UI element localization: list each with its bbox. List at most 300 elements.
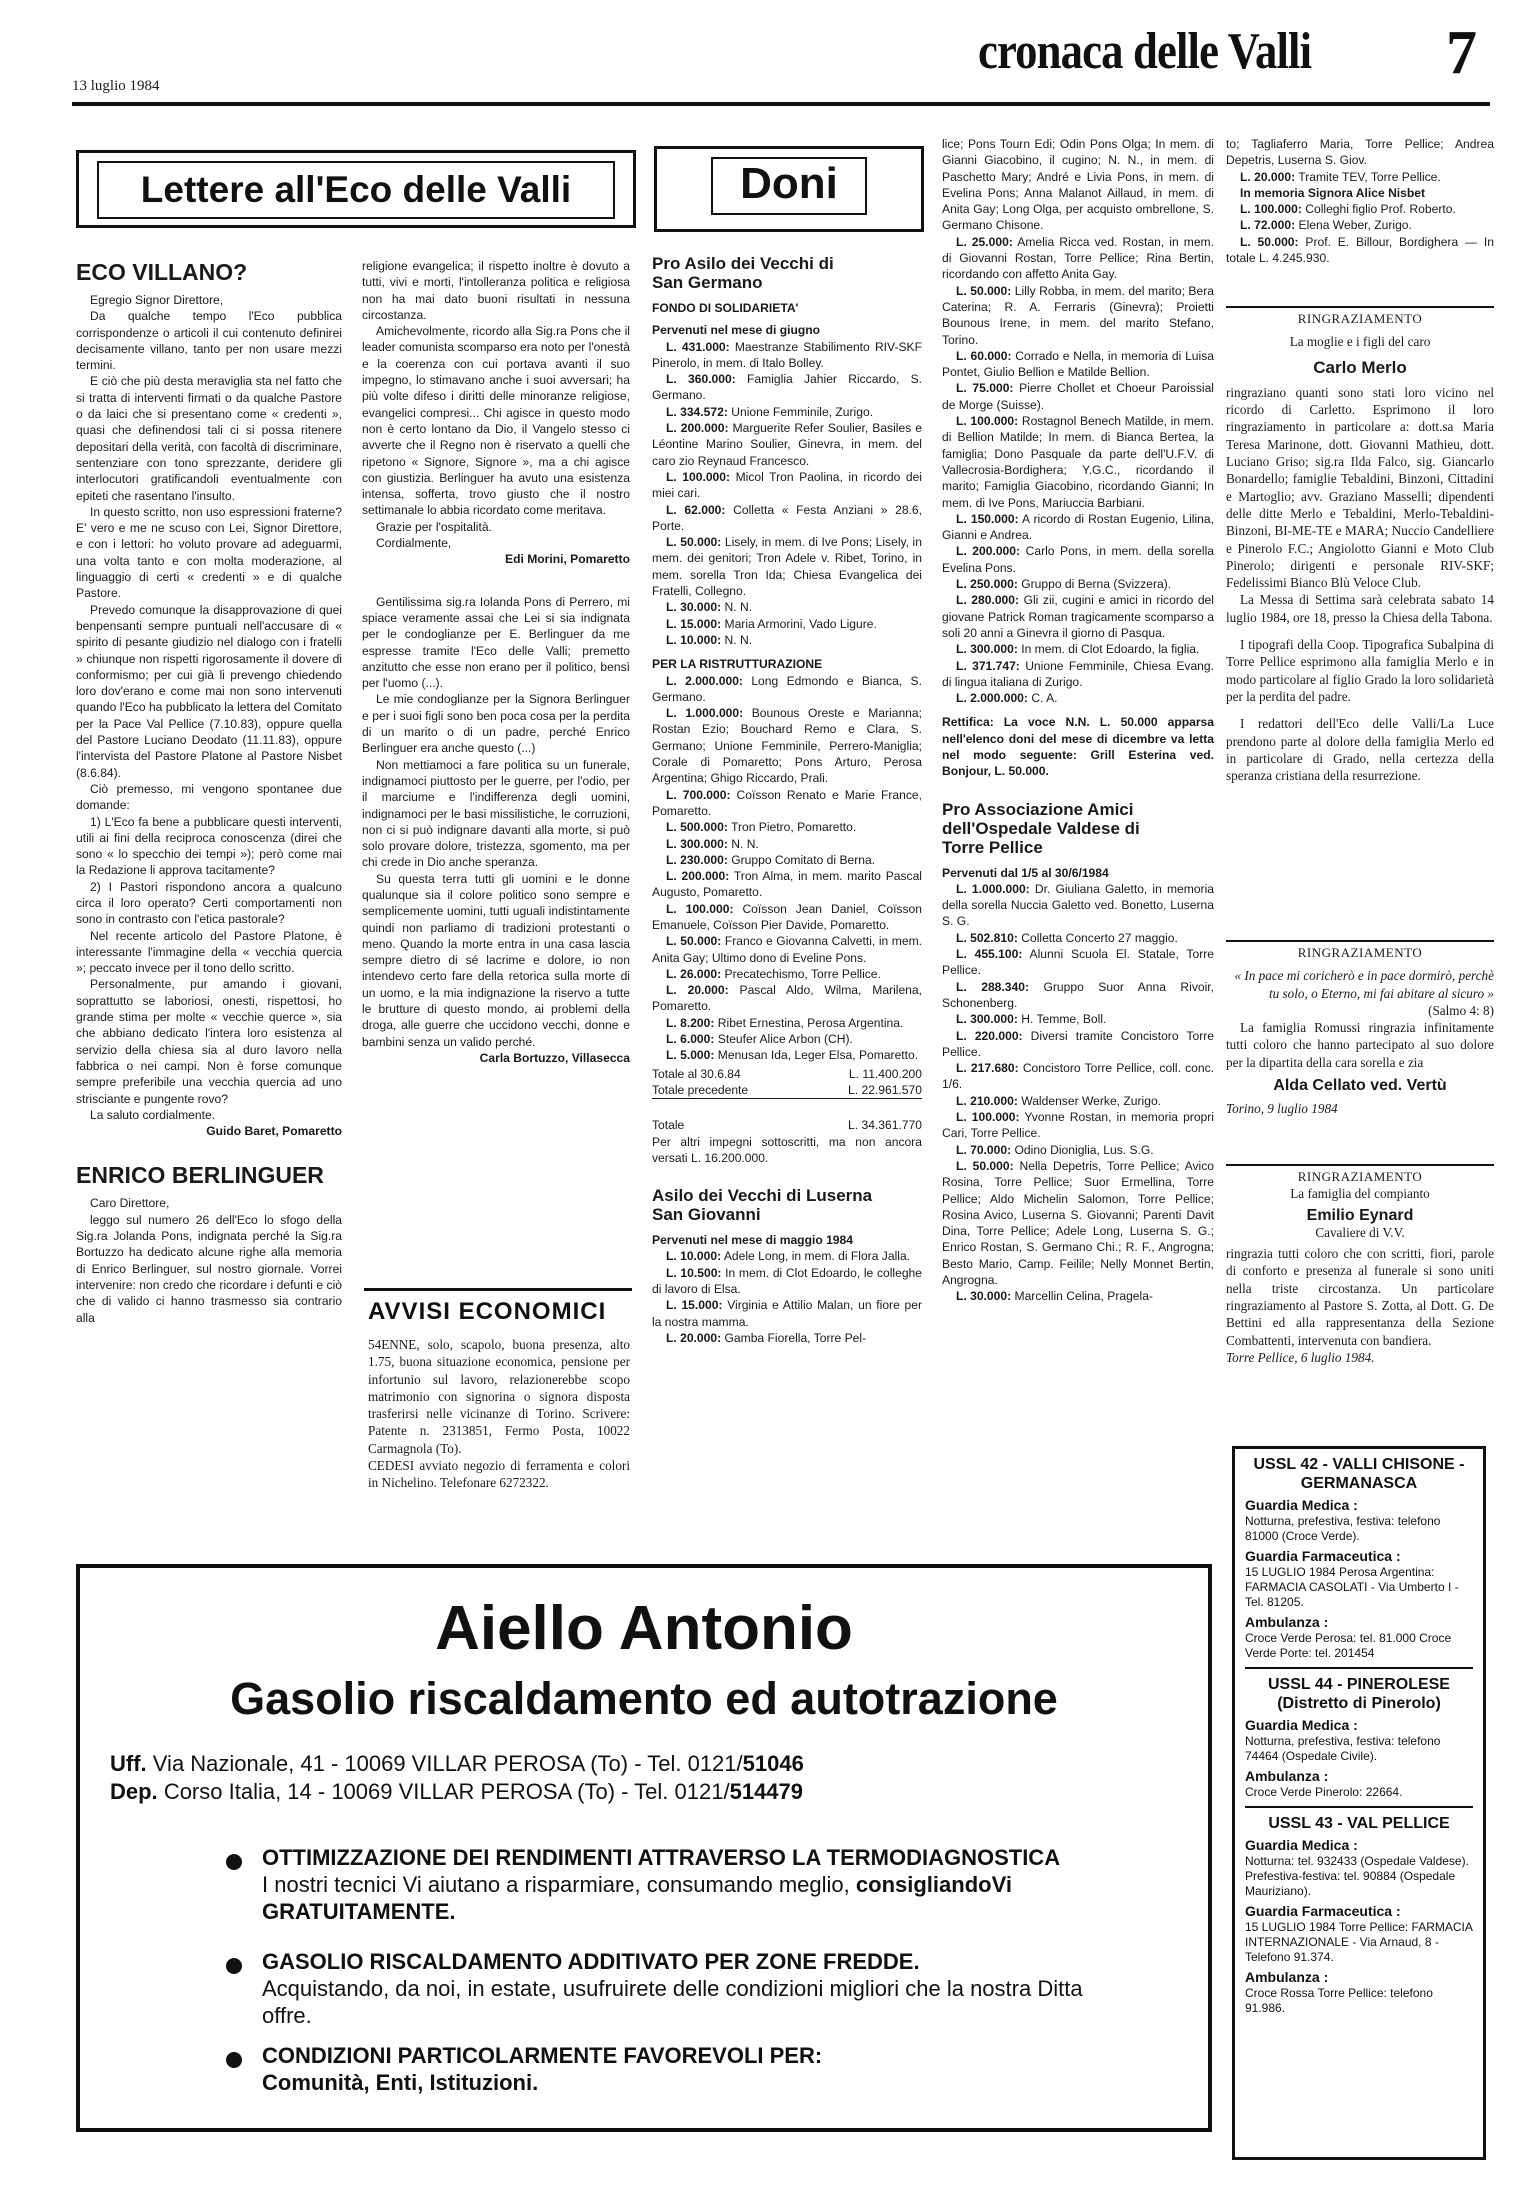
avvisi-top-rule: [364, 1288, 632, 1291]
ring3-place: Torre Pellice, 6 luglio 1984.: [1226, 1349, 1375, 1365]
donation-amount: L. 230.000:: [666, 852, 728, 867]
donation-donor: A ricordo di Rostan Eugenio, Lilina, Gianni e Andrea.: [942, 511, 1214, 543]
donation-donor: Colletta « Festa Anziani » 28.6, Porte.: [652, 502, 922, 533]
donation-amount: L. 10.000:: [666, 632, 722, 647]
donation-amount: L. 75.000:: [956, 381, 1014, 396]
donation-donor: Tron Alma, in mem. marito Pascal Augusto, Pomaretto.: [652, 869, 922, 900]
office-label: Uff.: [110, 1751, 147, 1776]
total-value: L. 34.361.770: [848, 1118, 922, 1133]
period-label: Pervenuti nel mese di giugno: [652, 323, 821, 338]
donation-entry: [652, 1248, 922, 1264]
donation-donor: Lisely, in mem. di Ive Pons; Lisely, in mem. dei genitori; Tron Adele v. Ribet, Torino, in mem. sorella Tron Ida; Chiesa Evangelica dei Fratelli, Collegno.: [652, 535, 922, 599]
donation-entry: [942, 511, 1214, 544]
donation-amount: L. 1.000.000:: [956, 881, 1030, 896]
donation-donor: Carlo Pons, in mem. della sorella Evelina Pons.: [942, 544, 1214, 575]
total-label: Totale al 30.6.84: [652, 1066, 741, 1081]
ussl-item-text: Croce Rossa Torre Pellice: telefono 91.986.: [1245, 1986, 1433, 2015]
donation-entry: [652, 868, 922, 901]
donation-amount: L. 371.747:: [956, 658, 1020, 673]
donation-amount: L. 15.000:: [666, 1298, 723, 1313]
asilo-luserna-heading: Asilo dei Vecchi di Luserna San Giovanni: [652, 1186, 873, 1225]
ad-bullet: [226, 1844, 1126, 1925]
total-label: Totale: [652, 1118, 685, 1133]
donation-entry: [652, 852, 922, 868]
ring3-intro: La famiglia del compianto: [1290, 1186, 1430, 1202]
eco-paragraph: E ciò che più desta meraviglia sta nel fatto che si tratta di interventi firmati o da qualche Pastore o da laici che si presentano come « credenti », quasi che definendosi tali ci si possa ritenere depositari della verità, con facoltà di discriminare, sentenziare con tono sprezzante, deridere gli interlocutori gratificandoli eventualmente con epiteti che rasentano l'insulto.: [76, 374, 342, 503]
donation-donor: Lilly Robba, in mem. del marito; Bera Caterina; R. A. Ferraris (Ginevra); Proietti Bounous Irene, in mem. del marito Stefano, Torino.: [942, 283, 1214, 347]
donation-entry: [652, 469, 922, 502]
donation-amount: L. 300.000:: [666, 836, 728, 851]
donation-amount: L. 280.000:: [956, 593, 1020, 608]
ring2-place: Torino, 9 luglio 1984: [1226, 1101, 1338, 1117]
donation-donor: Dr. Giuliana Galetto, in memoria della sorella Nuccia Galetto ved. Bonetto, Luserna S. G.: [942, 881, 1214, 929]
doni-continuation: [942, 136, 1214, 1550]
donation-entry: [942, 576, 1214, 592]
asilo-sg-heading: Pro Asilo dei Vecchi di San Germano: [652, 254, 834, 292]
ring2-title: RINGRAZIAMENTO: [1297, 945, 1423, 960]
donation-entry: [942, 658, 1214, 691]
ussl-item-text: Notturna, prefestiva, festiva: telefono 74464 (Ospedale Civile).: [1245, 1734, 1441, 1763]
donation-donor: Micol Tron Paolina, in ricordo dei miei cari.: [652, 469, 922, 501]
donation-donor: Ribet Ernestina, Perosa Argentina.: [717, 1015, 904, 1030]
donation-amount: L. 6.000:: [666, 1032, 715, 1047]
bullet-head: OTTIMIZZAZIONE DEI RENDIMENTI ATTRAVERSO LA TERMODIAGNOSTICA: [262, 1845, 1061, 1870]
donation-amount: L. 8.200:: [666, 1015, 715, 1030]
donation-amount: L. 220.000:: [956, 1028, 1023, 1043]
ringraziamento-merlo: [1226, 310, 1494, 950]
morini-paragraph: religione evangelica; il rispetto inoltre è dovuto a tutti, vivi e morti, l'intolleranza politica e religiosa non ha mai dato buoni risultati in nessuna circostanza.: [362, 259, 630, 322]
donation-donor: Yvonne Rostan, in memoria propri Cari, Torre Pellice.: [942, 1110, 1214, 1141]
donation-amount: L. 300.000:: [956, 642, 1018, 657]
donation-entry: [652, 502, 922, 535]
donation-amount: L. 150.000:: [956, 511, 1019, 526]
morini-paragraph: Grazie per l'ospitalità.: [376, 519, 492, 534]
donation-entry: [1226, 217, 1494, 233]
avvisi-item: CEDESI avviato negozio di ferramenta e colori in Nichelino. Telefonare 6272322.: [368, 1458, 630, 1491]
bortuzzo-signature: Carla Bortuzzo, Villasecca: [479, 1050, 630, 1065]
ussl-title: USSL 44 - PINEROLESE (Distretto di Pinerolo): [1268, 1676, 1450, 1712]
depot-label: Dep.: [110, 1779, 158, 1804]
ussl-item-head: Ambulanza :: [1245, 1614, 1329, 1630]
donation-entry: [652, 1047, 922, 1063]
ring1-intro: La moglie e i figli del caro: [1289, 334, 1431, 350]
donation-entry: [652, 1015, 922, 1031]
donation-donor: Famiglia Jahier Riccardo, S. Germano.: [652, 372, 922, 403]
eco-villano-article: [76, 258, 342, 1540]
doni-title: Doni: [711, 157, 867, 215]
eco-paragraph: Da qualche tempo l'Eco pubblica corrispondenze o articoli il cui contenuto definirei decisamente villano, tanto per non usare mezzi termini.: [76, 309, 342, 373]
issue-date: 13 luglio 1984: [72, 78, 160, 94]
donation-amount: L. 100.000:: [956, 1110, 1020, 1125]
ussl-title: USSL 43 - VAL PELLICE: [1268, 1815, 1450, 1832]
donation-amount: L. 288.340:: [956, 979, 1029, 994]
ad-bullet: [226, 2042, 1126, 2096]
donation-amount: L. 20.000:: [1240, 169, 1296, 184]
ussl-block: [1245, 1455, 1473, 1661]
donation-donor: Rostagnol Benech Matilde, in mem. di Bellion Matilde; In mem. di Bianca Bertea, la famiglia; Dono Pasquale da parte dell'U.F.V. di Vallecrosia-Bordighera; Y.G.C., ricordando il marito; Famiglia Giacobino, ricordando Gianni; In mem. di Ive Pons, Mariuccia Barbiani.: [942, 414, 1214, 510]
donation-entry: [942, 1060, 1214, 1093]
donation-amount: L. 700.000:: [666, 787, 731, 802]
donation-donor: Maria Armorini, Vado Ligure.: [724, 616, 877, 631]
donation-donor: Virginia e Attilio Malan, un fiore per la nostra mamma.: [652, 1298, 922, 1329]
donation-donor: Gruppo Suor Anna Rivoir, Schonenberg.: [942, 979, 1214, 1010]
donation-donor: Unione Femminile, Zurigo.: [731, 404, 874, 419]
donation-entry: [652, 599, 922, 615]
ussl-title: USSL 42 - VALLI CHISONE - GERMANASCA: [1253, 1456, 1465, 1492]
donation-amount: L. 26.000:: [666, 966, 722, 981]
eco-signature: Guido Baret, Pomaretto: [206, 1124, 342, 1139]
ussl-item-head: Guardia Medica :: [1245, 1497, 1358, 1513]
period-label: Pervenuti dal 1/5 al 30/6/1984: [942, 865, 1109, 880]
donation-amount: L. 334.572:: [666, 404, 728, 419]
donation-donor: Maestranze Stabilimento RIV-SKF Pinerolo, in mem. di Italo Bolley.: [652, 339, 922, 370]
ring3-title: RINGRAZIAMENTO: [1297, 1169, 1423, 1184]
donation-donor: Precatechismo, Torre Pellice.: [724, 966, 881, 981]
donation-entry: [942, 543, 1214, 576]
lettere-box: [76, 150, 636, 228]
donation-amount: L. 200.000:: [956, 544, 1021, 559]
ussl-block: [1245, 1814, 1473, 2016]
office-address: Via Nazionale, 41 - 10069 VILLAR PEROSA (To) - Tel. 0121/: [152, 1751, 743, 1776]
donation-donor: N. N.: [731, 836, 759, 851]
ussl-item-text: Croce Verde Pinerolo: 22664.: [1245, 1785, 1403, 1799]
enrico-heading: ENRICO BERLINGUER: [76, 1162, 324, 1189]
ussl-block: [1245, 1675, 1473, 1800]
ad-bullet: [226, 1948, 1126, 2029]
donation-entry: [942, 881, 1214, 930]
donation-donor: Coïsson Renato e Marie France, Pomaretto.: [652, 787, 922, 818]
donation-amount: L. 30.000:: [956, 1289, 1012, 1304]
donation-entry: [1226, 234, 1494, 267]
fondo-label: FONDO DI SOLIDARIETA': [652, 301, 799, 315]
aiello-advertisement: [76, 1564, 1212, 2132]
donation-donor: Marcellin Celina, Pragela-: [1014, 1289, 1153, 1304]
donation-donor: Odino Dioniglia, Lus. S.G.: [1014, 1142, 1154, 1157]
donation-donor: Pierre Chollet et Choeur Paroissial de Morge (Suisse).: [942, 381, 1214, 412]
section-title: cronaca delle Valli: [978, 23, 1312, 80]
donation-entry: [652, 787, 922, 820]
totals-table: [652, 1066, 922, 1134]
eco-paragraph: 1) L'Eco fa bene a pubblicare questi interventi, utili ai fini della reciproca conoscenza (direi che sono « lo specchio dei tempi »); però come mai la Redazione li approva tacitamente?: [76, 814, 342, 878]
donation-entry: [942, 641, 1214, 657]
donation-donor: Pascal Aldo, Wilma, Marilena, Pomaretto.: [652, 983, 922, 1014]
ring2-rule: [1226, 940, 1494, 942]
donation-entry: [652, 705, 922, 786]
ring2-text: La famiglia Romussi ringrazia infinitamente tutti coloro che hanno partecipato al suo dolore per la dipartita della cara sorella e zia: [1226, 1020, 1494, 1070]
masthead-rule: [72, 102, 1490, 106]
total-value: L. 11.400.200: [848, 1066, 922, 1081]
donation-amount: L. 10.000:: [666, 1249, 722, 1264]
ussl-item-head: Ambulanza :: [1245, 1969, 1329, 1985]
donation-amount: L. 30.000:: [666, 600, 722, 615]
donation-entry: [942, 946, 1214, 979]
bullet-body: Acquistando, da noi, in estate, usufruirete delle condizioni migliori che la nostra Ditta offre.: [262, 1976, 1083, 2028]
donation-donor: Coïsson Jean Daniel, Coïsson Emanuele, Coïsson Pier Davide, Pomaretto.: [652, 901, 922, 932]
right-lead: to; Tagliaferro Maria, Torre Pellice; Andrea Depetris, Luserna S. Giov.: [1226, 137, 1494, 168]
donation-entry: [942, 592, 1214, 641]
avvisi-list: [368, 1336, 630, 1546]
donation-donor: Marguerite Refer Soulier, Basiles e Léontine Marino Soulier, Ginevra, in mem. del caro zio Reynaud Francesco.: [652, 421, 922, 468]
ring1-paragraph: I tipografi della Coop. Tipografica Subalpina di Torre Pellice esprimono alla famiglia Merlo e in modo particolare al figlio Grado la loro solidarietà per la perdita del padre.: [1226, 637, 1494, 704]
bullet-icon: [226, 2052, 242, 2068]
eco-paragraph: Personalmente, pur amando i giovani, soprattutto se laboriosi, onesti, rispettosi, ho grande stima per molte « vecchie querce », sia che abbiano dedicato l'intera loro esistenza al servizio della chiesa sia al duro lavoro nella fabbrica o nei campi. Non è forse comunque sempre preferibile una vecchia quercia ad uno strisciante e pungente rovo?: [76, 977, 342, 1106]
donation-entry: [942, 1288, 1214, 1304]
donation-entry: [652, 966, 922, 982]
ussl-item-head: Guardia Farmaceutica :: [1245, 1903, 1401, 1919]
eco-paragraph: La saluto cordialmente.: [90, 1107, 216, 1122]
donation-donor: In mem. di Clot Edoardo, la figlia.: [1021, 642, 1200, 657]
donation-amount: L. 1.000.000:: [666, 706, 744, 721]
donation-donor: Waldenser Werke, Zurigo.: [1021, 1093, 1162, 1108]
donation-entry: [652, 404, 922, 420]
donation-entry: [942, 413, 1214, 511]
donation-amount: L. 20.000:: [666, 983, 729, 998]
donation-donor: Gli zii, cugini e amici in ricordo del giovane Patrick Roman tragicamente scomparso a soli 20 anni a Ginevra il giorno di Pasqua.: [942, 593, 1214, 640]
ussl-item-head: Ambulanza :: [1245, 1768, 1329, 1784]
donation-entry: [942, 348, 1214, 381]
donation-list: [942, 234, 1214, 707]
donation-amount: L. 502.810:: [956, 930, 1018, 945]
period-label: Pervenuti nel mese di maggio 1984: [652, 1233, 853, 1248]
donation-amount: L. 217.680:: [956, 1061, 1019, 1076]
ussl-item-text: Croce Verde Perosa: tel. 81.000 Croce Verde Porte: tel. 201454: [1245, 1631, 1452, 1660]
donation-list: [1226, 169, 1494, 267]
ring3-name: Emilio Eynard: [1306, 1206, 1414, 1224]
donation-list: [652, 1248, 922, 1346]
ring2-name: Alda Cellato ved. Vertù: [1273, 1077, 1447, 1095]
donation-donor: Long Edmondo e Bianca, S. Germano.: [652, 673, 922, 704]
ringraziamento-cellato: [1226, 944, 1494, 1164]
donation-amount: L. 100.000:: [956, 414, 1019, 429]
donation-donor: Steufer Alice Arbon (CH).: [717, 1032, 853, 1047]
bullet-emphasis: consigliandoVi GRATUITAMENTE.: [262, 1872, 1012, 1924]
donation-amount: L. 100.000:: [666, 901, 734, 916]
enrico-salutation: Caro Direttore,: [90, 1196, 170, 1211]
donation-donor: Nella Depetris, Torre Pellice; Avico Rosina, Torre Pellice; Suor Ermellina, Torre Pellice; Aldo Michelin Salomon, Torre Pellice; Rosina Avico, Luserna S. Giovanni; Parenti Davit Dina, Torre Pellice; Adele Long, Luserna S. G.; Enrico Rostan, S. Germano Chi.; R. F., Angrogna; Besto Mario, Camp. Feilile; Nelly Monnet Bertin, Angrogna.: [942, 1158, 1214, 1287]
donation-donor: Tramite TEV, Torre Pellice.: [1298, 169, 1441, 184]
donation-amount: L. 210.000:: [956, 1093, 1018, 1108]
donation-entry: [942, 1142, 1214, 1158]
pending-note: Per altri impegni sottoscritti, ma non ancora versati L. 16.200.000.: [652, 1134, 922, 1165]
ussl-item-head: Guardia Medica :: [1245, 1717, 1358, 1733]
donation-donor: N. N.: [724, 600, 753, 615]
donation-amount: L. 200.000:: [666, 869, 730, 884]
eco-paragraph: 2) I Pastori rispondono ancora a qualcuno circa il loro operato? Certi comportamenti non sono in contrasto con l'etica pastorale?: [76, 879, 342, 927]
donation-amount: L. 60.000:: [956, 348, 1012, 363]
donation-entry: [1226, 169, 1494, 185]
morini-paragraph: Cordialmente,: [376, 536, 452, 551]
total-value: L. 22.961.570: [848, 1082, 922, 1097]
donation-amount: L. 2.000.000:: [666, 673, 743, 688]
morini-paragraph: Amichevolmente, ricordo alla Sig.ra Pons che il leader comunista scomparso era noto per l'onestà e la coerenza con cui portava avanti il suo impegno, lo stimavano anche i suoi avversari; ha più volte difeso i diritti delle minoranze religiose, evangelici compresi... Chi agisce in questo modo non è certo lontano da Dio, il Vangelo stesso ci avverte che il Regno non è riservato a quelli che ripetono « Signore, Signore », ma a chi agisce con giustizia. Berlinguer ha avuto una esistenza intensa, sofferta, trovo giusto che il nostro settimanale lo abbia ricordato come meritava.: [362, 324, 630, 518]
ad-company-name: Aiello Antonio: [435, 1594, 853, 1663]
donation-amount: L. 50.000:: [666, 535, 722, 550]
donation-list: [942, 881, 1214, 1305]
donation-amount: L. 360.000:: [666, 372, 736, 387]
donation-entry: [652, 632, 922, 648]
donation-entry: [652, 836, 922, 852]
eco-salutation: Egregio Signor Direttore,: [90, 293, 224, 307]
donation-donor: Prof. E. Billour, Bordighera — In totale L. 4.245.930.: [1226, 234, 1494, 266]
donation-donor: Gruppo Comitato di Berna.: [731, 852, 876, 867]
ristrutturazione-label: PER LA RISTRUTTURAZIONE: [652, 657, 823, 672]
ad-address-depot: [110, 1778, 1208, 1806]
donation-donor: Menusan Ida, Leger Elsa, Pomaretto.: [717, 1048, 919, 1063]
eco-villano-heading: ECO VILLANO?: [76, 259, 248, 285]
ring1-paragraph: ringraziano quanti sono stati loro vicino nel ricordo di Carletto. Esprimono il loro ringraziamento in particolare a: dott.sa Maria Teresa Marinone, dott. Giovanni Mathieu, dott. Luciano Griso; sig.ra Ilda Falco, sig. Giancarlo Bonardello; famiglie Tebaldini, Binzoni, Cittadini e Martoglio; avv. Graziano Masselli; dipendenti delle ditte Merlo e Tebaldini, Merlo-Tebaldini-Binzoni, BI-ME-TE e MARA; Nuccio Candelliere e Pinerolo F.C.; Angiolotto Gianni e Moto Club Pinerolo; dirigenti e personale RIV-SKF; Fedelissimi Bianco Blù Veloce Club.: [1226, 384, 1494, 591]
donation-amount: L. 431.000:: [666, 339, 730, 354]
bullet-head: GASOLIO RISCALDAMENTO ADDITIVATO PER ZONE FREDDE.: [262, 1949, 920, 1974]
donation-entry: [652, 673, 922, 706]
donation-entry: [942, 930, 1214, 946]
donation-donor: Colletta Concerto 27 maggio.: [1021, 930, 1178, 945]
donation-donor: Diversi tramite Concistoro Torre Pellice.: [942, 1028, 1214, 1059]
avvisi-title: AVVISI ECONOMICI: [368, 1298, 607, 1325]
eco-paragraph: Prevedo comunque la disapprovazione di quei benpensanti sempre puntuali nell'accusare di « spirito di pesante giudizio nel dialogo con i fratelli » chiunque non rispetti rigorosamente il dovere di conformismo; per cui già li prevengo chiedendo loro dov'erano e come mai non sono intervenuti quando l'Eco ha pubblicato la lettera del Comitato per la Pace Val Pellice (7.10.83), oppure quella del Pastore Luciano Deodato (11.11.83), oppure l'intervista del Pastore Platone al Pastore Nisbet (8.6.84).: [76, 602, 342, 780]
ring3-rule: [1226, 1164, 1494, 1166]
ring1-title: RINGRAZIAMENTO: [1297, 311, 1423, 326]
eco-paragraph: Ciò premesso, mi vengono spontanee due domande:: [76, 781, 342, 813]
donation-amount: L. 50.000:: [956, 283, 1012, 298]
ospedale-heading: Pro Associazione Amici dell'Ospedale Valdese di Torre Pellice: [942, 799, 1140, 857]
morini-signature: Edi Morini, Pomaretto: [505, 552, 630, 567]
ussl-item-head: Guardia Medica :: [1245, 1837, 1358, 1853]
avvisi-item: 54ENNE, solo, scapolo, buona presenza, alto 1.75, buona situazione economica, pensione per infortunio sul lavoro, relazionerebbe scopo matrimonio con signorina o signora disposta trasferirsi nelle vicinanze di Torino. Scrivere: Patente n. 2313851, Fermo Posta, 10022 Carmagnola (To).: [368, 1337, 630, 1456]
donation-amount: L. 300.000:: [956, 1012, 1018, 1027]
donation-amount: L. 70.000:: [956, 1142, 1012, 1157]
donation-donor: N. N.: [724, 632, 753, 647]
ussl-item-text: Notturna: tel. 932433 (Ospedale Valdese). Prefestiva-festiva: tel. 90884 (Ospedale Mauriziano).: [1245, 1854, 1469, 1898]
ring1-rule: [1226, 306, 1494, 308]
donation-amount: L. 200.000:: [666, 421, 729, 436]
donation-donor: Colleghi figlio Prof. Roberto.: [1305, 202, 1456, 217]
continuation-lead: lice; Pons Tourn Edi; Odin Pons Olga; In mem. di Gianni Giacobino, il cugino; N. N., in mem. di Paschetto Mary; André e Livia Pons, in mem. di Evelina Pons; Anna Malanot Aillaud, in mem. di Anita Gay; Long Olga, per acquisto ombrellone, S. Germano Chisone.: [942, 137, 1214, 233]
donation-donor: Elena Weber, Zurigo.: [1298, 218, 1412, 233]
donation-entry: [942, 1028, 1214, 1061]
donation-entry: [942, 1093, 1214, 1109]
lettere-title: Lettere all'Eco delle Valli: [97, 161, 615, 219]
ussl-item-head: Guardia Farmaceutica :: [1245, 1548, 1401, 1564]
depot-address: Corso Italia, 14 - 10069 VILLAR PEROSA (To) - Tel. 0121/: [163, 1779, 730, 1804]
bullet-icon: [226, 1854, 242, 1870]
donation-donor: Adele Long, in mem. di Flora Jalla.: [723, 1249, 911, 1264]
donation-amount: L. 15.000:: [666, 616, 722, 631]
donation-entry: [1226, 201, 1494, 217]
donation-amount: L. 2.000.000:: [956, 691, 1028, 706]
donation-donor: Corrado e Nella, in memoria di Luisa Pontet, Giulio Bellion e Matilde Bellion.: [942, 348, 1214, 380]
rettifica-note: Rettifica: La voce N.N. L. 50.000 apparsa nell'elenco doni del mese di dicembre va letta nel modo seguente: Grill Esterina ved. Bonjour, L. 50.000.: [942, 715, 1214, 779]
donation-amount: L. 100.000:: [666, 469, 731, 484]
donation-donor: Bounous Oreste e Marianna; Rostan Ezio; Bouchard Remo e Clara, S. Germano; Unione Femminile, Perrero-Maniglia; Corale di Pomaretto; Pons Arturo, Perosa Argentina; Ghigo Riccardo, Prali.: [652, 706, 922, 786]
donation-donor: Unione Femminile, Chiesa Evang. di lingua italiana di Zurigo.: [942, 658, 1214, 689]
donation-donor: In mem. di Clot Edoardo, le colleghe di lavoro di Elsa.: [652, 1265, 922, 1297]
donation-amount: In memoria Signora Alice Nisbet: [1240, 185, 1426, 200]
ringraziamento-eynard: [1226, 1168, 1494, 1380]
donation-entry: [652, 534, 922, 599]
donation-entry: [652, 1265, 922, 1298]
ussl-item-text: 15 LUGLIO 1984 Perosa Argentina: FARMACIA CASOLATI - Via Umberto I - Tel. 81205.: [1245, 1565, 1459, 1609]
ring2-quote-ref: (Salmo 4: 8): [1428, 1002, 1494, 1018]
donation-amount: L. 20.000:: [666, 1330, 722, 1345]
donation-entry: [942, 979, 1214, 1012]
donation-amount: L. 500.000:: [666, 820, 728, 835]
ring2-quote: « In pace mi coricherò e in pace dormirò, perchè tu solo, o Eterno, mi fai abitare al sicuro »: [1234, 968, 1494, 1001]
donation-amount: L. 62.000:: [666, 502, 726, 517]
donation-amount: L. 455.100:: [956, 947, 1023, 962]
donation-donor: Gamba Fiorella, Torre Pel-: [724, 1330, 867, 1345]
bortuzzo-paragraph: Gentilissima sig.ra Iolanda Pons di Perrero, mi spiace veramente assai che Lei si sia indignata per le condoglianze per E. Berlinguer da me espresse tramite l'Eco delle Valli; premetto anzitutto che esse non erano per il politico, bensì per l'uomo (...).: [362, 594, 630, 691]
ring3-text: ringrazia tutti coloro che con scritti, fiori, parole di conforto e presenza al funerale si sono uniti nella triste circostanza. Un particolare ringraziamento al Pastore S. Zotta, al Dott. G. De Bettini ed alla rappresentanza della Sezione Combattenti, intervenuta con bandiera.: [1226, 1246, 1494, 1348]
bortuzzo-paragraph: Su questa terra tutti gli uomini e le donne qualunque sia il colore politico sono sempre e semplicemente uomini, tutti uguali indistintamente quindi non parliamo di tradizioni protestanti o meno. Quando la morte entra in una casa lascia sempre dietro di sé lacrime e dolore, io non intendevo certo fare della retorica sulla morte di un uomo, e la mia indignazione la riservo a tutte le brutture di questo mondo, ai problemi della droga, alle guerre che uccidono vecchi, donne e bambini senza un valido perché.: [362, 871, 630, 1049]
bortuzzo-paragraph: Le mie condoglianze per la Signora Berlinguer e per i suoi figli sono ben poca cosa per la perdita di un marito o di un padre, perché Enrico Berlinguer era anche questo (...): [362, 692, 630, 756]
ring1-paragraph: La Messa di Settima sarà celebrata sabato 14 luglio 1984, ore 18, presso la Chiesa della Tabona.: [1226, 592, 1494, 625]
donation-donor: Alunni Scuola El. Statale, Torre Pellice.: [942, 947, 1214, 978]
bullet-icon: [226, 1958, 242, 1974]
donation-entry: [942, 234, 1214, 283]
donation-donor: Amelia Ricca ved. Rostan, in mem. di Giovanni Rostan, Torre Pellice; Rina Bertin, ricordando con affetto Anita Gay.: [942, 234, 1214, 282]
donation-entry: [652, 420, 922, 469]
page-number: 7: [1446, 19, 1477, 87]
eco-paragraph: In questo scritto, non uso espressioni fraterne? E' vero e me ne scuso con Lei, Signor Direttore, e con i lettori: ho voluto provare ad adeguarmi, una volta tanto e con molta moderazione, al linguaggio di certi « credenti » e di qualche Pastore.: [76, 504, 342, 601]
donation-entry: [942, 1011, 1214, 1027]
donation-amount: L. 72.000:: [1240, 218, 1296, 233]
ussl-item-text: 15 LUGLIO 1984 Torre Pellice: FARMACIA INTERNAZIONALE - Via Arnaud, 8 - Telefono 91.374.: [1245, 1920, 1473, 1964]
donation-entry: [652, 616, 922, 632]
donation-donor: C. A.: [1031, 691, 1058, 706]
ring1-paragraph: I redattori dell'Eco delle Valli/La Luce prendono parte al dolore della famiglia Merlo ed in particolare di Grado, nella certezza della speranza cristiana della resurrezione.: [1226, 716, 1494, 784]
ad-address-office: [110, 1750, 1208, 1778]
donation-entry: [652, 339, 922, 372]
ussl-item-text: Notturna, prefestiva, festiva: telefono 81000 (Croce Verde).: [1245, 1514, 1441, 1543]
ussl-box: [1232, 1446, 1486, 2160]
doni-box: [654, 146, 924, 232]
office-phone: 51046: [742, 1751, 804, 1776]
donation-donor: H. Temme, Boll.: [1021, 1012, 1107, 1027]
donation-entry: [942, 1158, 1214, 1288]
ad-tagline: Gasolio riscaldamento ed autotrazione: [230, 1673, 1058, 1724]
morini-letter: [362, 258, 630, 1272]
donation-entry: [942, 690, 1214, 706]
total-label: Totale precedente: [652, 1082, 749, 1097]
donation-entry: [652, 1330, 922, 1346]
ring3-sub: Cavaliere di V.V.: [1315, 1224, 1405, 1240]
depot-phone: 514479: [729, 1779, 804, 1804]
eco-paragraph: Nel recente articolo del Pastore Platone, è interessante l'immagine della « vecchia quercia »; peccato invece per il tono dello scritto.: [76, 928, 342, 976]
bullet-emphasis: Comunità, Enti, Istituzioni.: [262, 2070, 539, 2095]
donation-entry: [942, 1109, 1214, 1142]
donation-entry: [1226, 185, 1494, 201]
enrico-paragraph: leggo sul numero 26 dell'Eco lo sfogo della Sig.ra Jolanda Pons, indignata perché la Sig.ra Bortuzzo ha dedicato alcune righe alla memoria di Enrico Berlinguer, sul nostro giornale. Vorrei intervenire: non credo che ricordare i defunti e ciò che di valido ci hanno trasmesso sia contrario alla: [76, 1212, 342, 1325]
donation-amount: L. 250.000:: [956, 577, 1018, 592]
donation-entry: [942, 380, 1214, 413]
donation-amount: L. 50.000:: [956, 1158, 1014, 1173]
donation-amount: L. 5.000:: [666, 1048, 715, 1063]
donation-donor: Franco e Giovanna Calvetti, in mem. Anita Gay; Ultimo dono di Eveline Pons.: [652, 934, 922, 965]
bullet-head: CONDIZIONI PARTICOLARMENTE FAVOREVOLI PER:: [262, 2043, 823, 2068]
donation-list: [652, 339, 922, 649]
donation-entry: [652, 901, 922, 934]
donation-entry: [652, 982, 922, 1015]
donation-entry: [652, 371, 922, 404]
bullet-body: I nostri tecnici Vi aiutano a risparmiare, consumando meglio,: [262, 1872, 856, 1897]
donation-amount: L. 50.000:: [666, 934, 722, 949]
donation-donor: Tron Pietro, Pomaretto.: [731, 820, 857, 835]
donation-entry: [652, 1297, 922, 1330]
ring1-name: Carlo Merlo: [1313, 357, 1407, 377]
donation-entry: [652, 933, 922, 966]
donation-donor: Concistoro Torre Pellice, coll. conc. 1/6.: [942, 1061, 1214, 1092]
donation-entry: [652, 1031, 922, 1047]
